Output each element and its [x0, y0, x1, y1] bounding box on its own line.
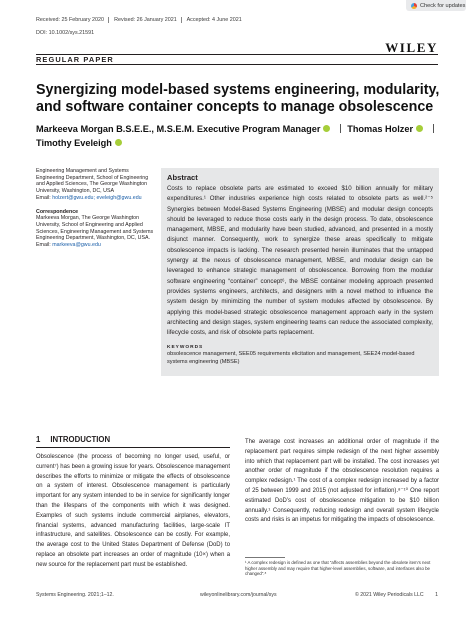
- intro-rule: [36, 447, 230, 448]
- copyright-text: © 2021 Wiley Periodicals LLC: [354, 592, 424, 598]
- keywords-text: obsolescence management, SEE05 requirements elicitation and management, SEE24 model-based systems engineering (MBSE): [167, 351, 415, 365]
- affiliation-sidebar: [36, 168, 158, 256]
- affiliation-block: [36, 168, 158, 202]
- abstract-text: Costs to replace obsolete parts are estimated to exceed $10 billion annually for military expenditures.¹ Other industries experience high costs related to obsolete parts as well.²⁻⁵ Synergies between Model-Based Systems Engineering (MBSE) and modular design concepts should be leveraged to reduce those costs early in the design process. To date, obsolescence management, MBSE, and modularity have been studied, advanced, and presented in a mostly disjunct manner. Consequently, work to synergize these areas specifically to mitigate obsolescence impacts is lacking. The research presented herein illuminates that the untapped synergy at the nexus of obsolescence management, MBSE, and modular design can be leveraged to enhance strategic management of obsolescence. Borrowing from the modular software engineering “container” concept⁶, the MBSE container modeling approach presented provides systems engineers, architects, and designers with a novel method to influence the system design by minimizing the number of system modules affected by obsolescence. By applying this model-based strategic obsolescence management approach early in the system architecting and design stages, system engineering teams can reduce the associated complexity, lifecycle costs, and risk of obsolete parts replacement.: [167, 185, 433, 337]
- footnote: ¹ A complex redesign is defined as one that “affects assemblies beyond the obsolete item’s next higher assembly and may require that higher-level assemblies, software, and interfaces also be changed”.⁸: [245, 560, 431, 577]
- section-label: REGULAR PAPER: [36, 55, 114, 64]
- keywords-heading: KEYWORDS: [167, 345, 204, 351]
- doi-text: DOI: 10.1002/sys.21591: [36, 30, 95, 36]
- correspondence-text: Markeeva Morgan, The George Washington University, School of Engineering and Applied Sciences, Engineering Management and Systems Engineering Department, Washington, DC, USA.: [36, 215, 154, 242]
- correspondence-block: [36, 209, 158, 249]
- publisher-logo: WILEY: [385, 40, 438, 55]
- author-name[interactable]: Markeeva Morgan B.S.E.E., M.S.E.M. Executive Program Manager: [36, 124, 321, 134]
- orcid-icon[interactable]: [416, 125, 423, 132]
- correspondence-email-link[interactable]: markeeva@gwu.edu: [52, 242, 101, 249]
- intro-right-column: The average cost increases an additional order of magnitude if the replacement part requires simple redesign of the next higher assembly into which that replacement part will be installed. The cost increases yet another order of magnitude if the obsolescence resolution requires a complex redesign.¹ The cost of a complex redesign increased by a factor of 25 between 1999 and 2015 (not adjusted for inflation).⁸⁻¹⁰ One report estimated DoD’s cost of obsolescence mitigation to be $10 billion annually.¹ Consequently, reducing redesign and overall system lifecycle costs and risks is an impetus for mitigating the impacts of obsolescence.: [245, 439, 439, 524]
- journal-citation: Systems Engineering. 2021;1–12.: [36, 592, 114, 598]
- author-name[interactable]: Timothy Eveleigh: [36, 138, 112, 148]
- section-title: INTRODUCTION: [50, 435, 111, 444]
- email-label: Email:: [36, 194, 51, 201]
- section-number: 1: [36, 435, 41, 444]
- article-title: Synergizing model-based systems engineering, modularity, and software container concepts to manage obsolescence: [36, 82, 440, 115]
- section-heading: [36, 435, 110, 444]
- check-for-updates-button[interactable]: [406, 0, 466, 11]
- author-emails-link[interactable]: holzert@gwu.edu; eveleigh@gwu.edu: [52, 194, 142, 201]
- footnote-rule: [245, 557, 285, 558]
- author-name[interactable]: Thomas Holzer: [347, 124, 414, 134]
- orcid-icon[interactable]: [115, 139, 122, 146]
- article-dates: [36, 17, 246, 23]
- footer-right: [355, 592, 438, 598]
- revised-date: Revised: 26 January 2021: [114, 17, 177, 24]
- intro-left-column: Obsolescence (the process of becoming no longer used, useful, or current⁷) has been a growing issue for years. Obsolescence management describes the efforts to minimize or mitigate the effects of obsolescence on a system of interest. Obsolescence management is particularly important for any system intended to be in service for significantly longer than the lifespans of the components with which it was designed. Examples of such systems include commercial airplanes, elevators, financial systems, advanced manufacturing facilities, large-scale IT infrastructure, and satellites. Obsolescence can be costly. For example, the average cost to the United States Department of Defense (DoD) to replace an obsolete part increases an order of magnitude (10×) when a new source for the replacement part must be established.: [36, 454, 230, 568]
- journal-url-link[interactable]: wileyonlinelibrary.com/journal/sys: [200, 592, 277, 598]
- received-date: Received: 25 February 2020: [36, 17, 105, 24]
- orcid-icon[interactable]: [323, 125, 330, 132]
- affiliation-text: Engineering Management and Systems Engineering Department, School of Engineering and Applied Sciences, The George Washington University, Washington, DC, USA: [36, 168, 149, 195]
- check-for-updates-label: Check for updates: [420, 2, 466, 9]
- email-label: Email:: [36, 242, 51, 249]
- correspondence-heading: Correspondence: [36, 208, 79, 215]
- accepted-date: Accepted: 4 June 2021: [186, 17, 242, 24]
- author-list: [36, 122, 446, 150]
- section-rule: [36, 64, 438, 65]
- abstract-box: [161, 168, 439, 376]
- crossmark-icon: [411, 3, 417, 9]
- page-number: 1: [435, 592, 438, 598]
- abstract-heading: Abstract: [167, 173, 198, 182]
